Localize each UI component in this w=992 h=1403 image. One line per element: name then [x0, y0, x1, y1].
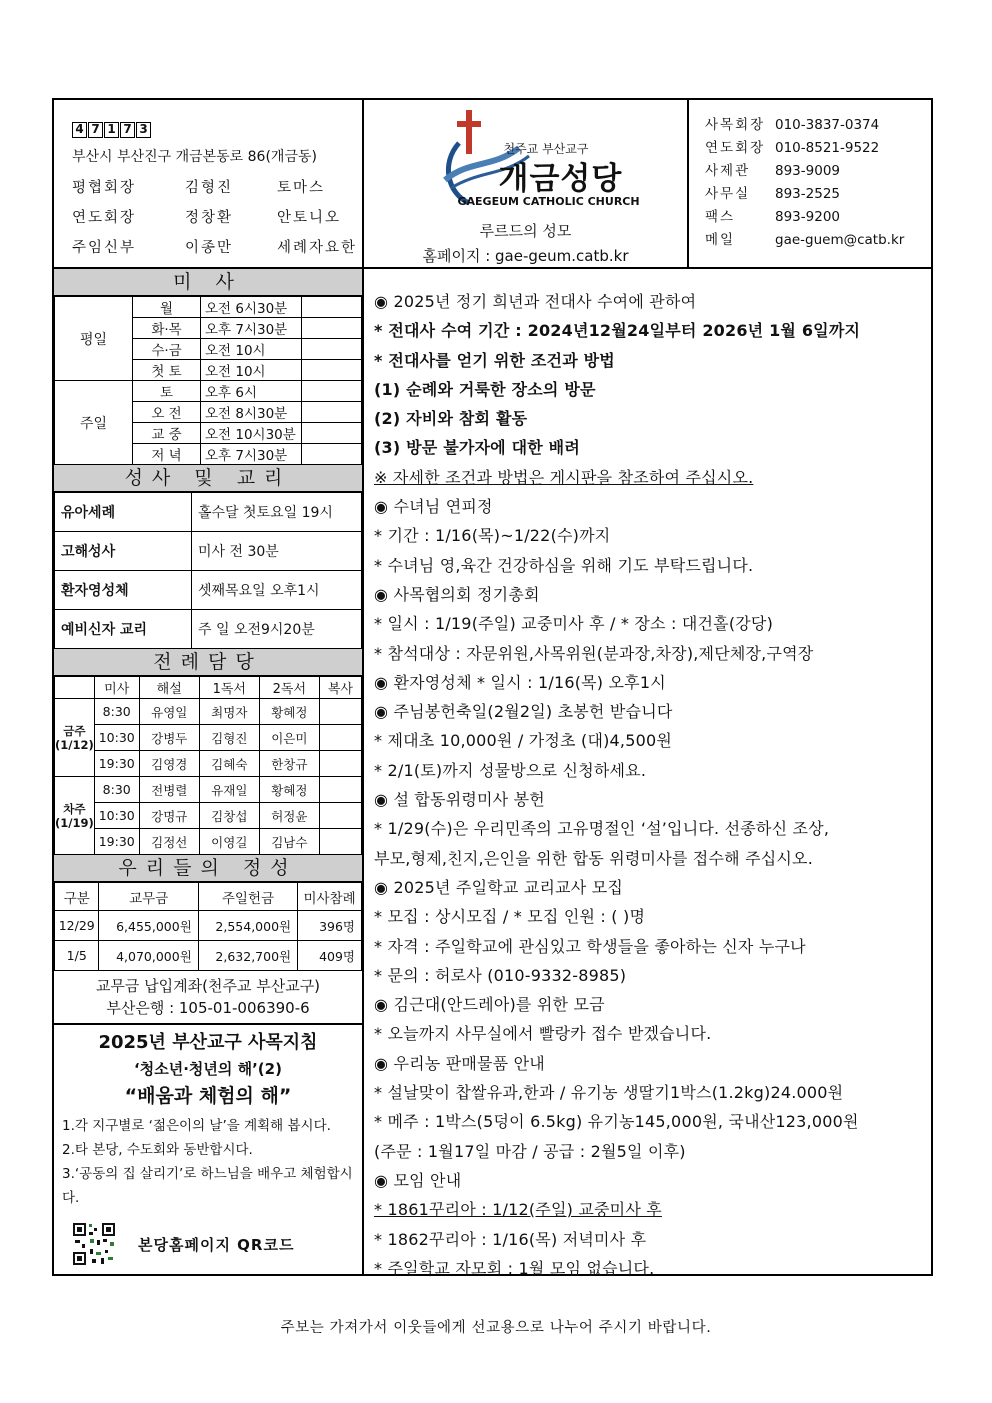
guideline-subtitle: ‘청소년·청년의 해’(2): [134, 1060, 282, 1078]
liturgy-table: [54, 676, 362, 855]
column-header: 교무금: [99, 883, 198, 911]
mass-time: 10:30: [94, 725, 139, 751]
postal-digit: 1: [104, 122, 119, 138]
notice-line: * 일시 : 1/19(주일) 교중미사 후 / * 장소 : 대건홀(강당): [374, 614, 774, 634]
table-row: [55, 803, 362, 829]
commentator: 김정선: [139, 829, 199, 855]
staff-row: [72, 236, 362, 257]
parish-subtitle: 천주교 부산교구: [503, 142, 589, 156]
notice-line: [374, 463, 931, 492]
table-row: [55, 941, 362, 971]
contact-list: [689, 100, 931, 267]
commentator: 유영일: [139, 699, 199, 725]
header: [54, 100, 931, 269]
mass-empty-cell: [302, 360, 362, 381]
mass-empty-cell: [302, 297, 362, 318]
list-item: 1.각 지구별로 ‘젊은이의 날’을 계획해 봅시다.: [62, 1118, 331, 1134]
mass-day: 첫 토: [133, 360, 201, 381]
address: 부산시 부산진구 개금본동로 86(개금동): [72, 149, 317, 165]
table-header-row: [55, 883, 362, 911]
sacrament-name: 환자영성체: [55, 571, 192, 610]
column-header: 구분: [55, 883, 99, 911]
notice-line: (3) 방문 불가자에 대한 배려: [374, 438, 580, 458]
offering-dues: 6,455,000원: [99, 911, 198, 941]
contact-item: [705, 162, 931, 180]
postal-code: [72, 122, 362, 138]
offering-dues: 4,070,000원: [99, 941, 198, 971]
notice-line: [374, 1195, 931, 1224]
contact-item: [705, 231, 931, 249]
parish-english-name: GAEGEUM CATHOLIC CHURCH: [457, 195, 640, 208]
reader-1: 유재일: [199, 777, 259, 803]
staff-role: 주임신부: [72, 240, 137, 256]
contact-value: gae-guem@catb.kr: [775, 232, 905, 248]
sacrament-schedule: 주 일 오전9시20분: [192, 610, 362, 649]
altar-server: [319, 829, 361, 855]
table-header-row: [55, 677, 362, 699]
notice-line: * 메주 : 1박스(5덩이 6.5kg) 유기농145,000원, 국내산123,000원: [374, 1112, 859, 1132]
contact-item: [705, 139, 931, 157]
offerings-table: [54, 882, 362, 971]
mass-day: 교 중: [133, 423, 201, 444]
notice-line: * 전대사 수여 기간 : 2024년12월24일부터 2026년 1월 6일까지: [374, 321, 861, 341]
account-number: 부산은행 : 105-01-006390-6: [106, 999, 310, 1017]
notice-line: ◉ 김근대(안드레아)를 위한 모금: [374, 995, 605, 1015]
staff-name: 김형진: [185, 180, 234, 196]
mass-day: 오 전: [133, 402, 201, 423]
notice-line: * 1/29(수)은 우리민족의 고유명절인 ‘설’입니다. 선종하신 조상,: [374, 819, 830, 839]
notice-line: * 참석대상 : 자문위원,사목위원(분과장,차장),제단체장,구역장: [374, 643, 814, 663]
reader-1: 김창섭: [199, 803, 259, 829]
table-row: [55, 777, 362, 803]
notice-line: * 자격 : 주일학교에 관심있고 학생들을 좋아하는 신자 누구나: [374, 936, 806, 956]
notice-text: * 1861꾸리아 : 1/12(주일) 교중미사 후: [374, 1200, 662, 1220]
reader-2: 이은미: [259, 725, 319, 751]
notice-line: (1) 순례와 거룩한 장소의 방문: [374, 379, 596, 399]
offering-collection: 2,632,700원: [198, 941, 297, 971]
mass-section-title: 미 사: [54, 269, 362, 296]
offering-date: 12/29: [55, 911, 99, 941]
week-label: 차주(1/19): [55, 777, 95, 855]
contact-label: 팩스: [705, 209, 736, 225]
mass-time: 10:30: [94, 803, 139, 829]
offering-date: 1/5: [55, 941, 99, 971]
mass-day: 저 녁: [133, 444, 201, 465]
qr-label: 본당홈페이지 QR코드: [138, 1235, 295, 1254]
altar-server: [319, 777, 361, 803]
postal-digit: 3: [136, 122, 151, 138]
staff-row: [72, 206, 362, 227]
notice-line: ◉ 2025년 주일학교 교리교사 모집: [374, 877, 624, 897]
notice-line: ◉ 설 합동위령미사 봉헌: [374, 790, 545, 810]
commentator: 전병렬: [139, 777, 199, 803]
notice-line: ◉ 모임 안내: [374, 1170, 462, 1190]
homepage-link[interactable]: 홈페이지 : gae-geum.catb.kr: [422, 247, 629, 265]
staff-role: 평협회장: [72, 180, 137, 196]
commentator: 강병두: [139, 725, 199, 751]
reader-2: 한창규: [259, 751, 319, 777]
notice-line: * 전대사를 얻기 위한 조건과 방법: [374, 350, 615, 370]
sacraments-section-title: 성사 및 교리: [54, 465, 362, 492]
table-row: [55, 699, 362, 725]
account-title: 교무금 납입계좌(천주교 부산교구): [95, 977, 321, 995]
table-row: [55, 751, 362, 777]
mass-time: 오후 6시: [201, 381, 302, 402]
table-row: [55, 829, 362, 855]
altar-server: [319, 699, 361, 725]
reader-1: 이영길: [199, 829, 259, 855]
mass-time: 오전 8시30분: [201, 402, 302, 423]
notice-line: ◉ 주님봉헌축일(2월2일) 초봉헌 받습니다: [374, 702, 673, 722]
mass-time: 오전 10시: [201, 360, 302, 381]
guideline-title: 2025년 부산교구 사목지침: [98, 1032, 318, 1053]
parish-logo-block: [364, 100, 689, 267]
staff-role: 연도회장: [72, 210, 137, 226]
bulletin-frame: [52, 98, 933, 1276]
altar-server: [319, 751, 361, 777]
postal-digit: 7: [88, 122, 103, 138]
contact-label: 연도회장: [705, 140, 766, 156]
mass-time: 오전 10시30분: [201, 423, 302, 444]
reader-1: 최명자: [199, 699, 259, 725]
column-header: 미사참례: [298, 883, 362, 911]
staff-name: 정창환: [185, 210, 234, 226]
offerings-section-title: 우리들의 정성: [54, 855, 362, 882]
account-info: [54, 971, 362, 1025]
mass-time: 19:30: [94, 751, 139, 777]
column-header: 미사: [94, 677, 139, 699]
table-row: [55, 381, 362, 402]
mass-time: 8:30: [94, 699, 139, 725]
mass-empty-cell: [302, 339, 362, 360]
pastoral-guideline: [54, 1025, 362, 1266]
notice-line: (주문 : 1월17일 마감 / 공급 : 2월5일 이후): [374, 1141, 686, 1161]
reader-2: 허정윤: [259, 803, 319, 829]
reader-2: 황혜정: [259, 699, 319, 725]
notice-line: * 모집 : 상시모집 / * 모집 인원 : ( )명: [374, 907, 646, 927]
notice-line: 부모,형제,친지,은인을 위한 합동 위령미사를 접수해 주십시오.: [374, 848, 813, 868]
mass-empty-cell: [302, 423, 362, 444]
notice-line: * 기간 : 1/16(목)~1/22(수)까지: [374, 526, 611, 546]
sacrament-name: 예비신자 교리: [55, 610, 192, 649]
mass-schedule-table: [54, 296, 362, 465]
qr-code-icon[interactable]: [72, 1222, 116, 1266]
mass-group-label: 주일: [55, 381, 133, 465]
column-header: 주일헌금: [198, 883, 297, 911]
sacrament-schedule: 미사 전 30분: [192, 532, 362, 571]
staff-title: 세례자요한: [277, 240, 358, 256]
guideline-theme: “배움과 체험의 해”: [124, 1085, 292, 1107]
guideline-list: [54, 1114, 362, 1210]
mass-group-label: 평일: [55, 297, 133, 381]
column-header: 복사: [319, 677, 361, 699]
mass-day: 수·금: [133, 339, 201, 360]
parish-name: 개금성당: [498, 161, 623, 197]
left-column: [54, 269, 364, 1274]
table-row: [55, 571, 362, 610]
mass-day: 월: [133, 297, 201, 318]
commentator: 김영경: [139, 751, 199, 777]
week-label: 금주(1/12): [55, 699, 95, 777]
staff-title: 토마스: [277, 180, 326, 196]
mass-time: 오후 7시30분: [201, 318, 302, 339]
notice-line: (2) 자비와 참회 활동: [374, 409, 528, 429]
parish-logo: [411, 108, 641, 210]
reader-2: 황혜정: [259, 777, 319, 803]
notice-line: * 오늘까지 사무실에서 빨랑카 접수 받겠습니다.: [374, 1024, 712, 1044]
notice-line: ◉ 우리농 판매물품 안내: [374, 1053, 545, 1073]
sacrament-schedule: 홀수달 첫토요일 19시: [192, 493, 362, 532]
postal-digit: 4: [72, 122, 87, 138]
contact-value: 893-9200: [775, 209, 840, 225]
patron: 루르드의 성모: [479, 222, 572, 240]
offering-collection: 2,554,000원: [198, 911, 297, 941]
altar-server: [319, 803, 361, 829]
offering-attendance: 396명: [298, 911, 362, 941]
table-row: [55, 911, 362, 941]
contact-label: 사제관: [705, 163, 751, 179]
mass-time: 19:30: [94, 829, 139, 855]
contact-value: 893-9009: [775, 163, 840, 179]
contact-value: 010-3837-0374: [775, 117, 880, 133]
table-row: [55, 532, 362, 571]
notice-line: * 주일학교 자모회 : 1월 모임 없습니다.: [374, 1258, 655, 1278]
contact-label: 사목회장: [705, 117, 766, 133]
contact-label: 메일: [705, 232, 736, 248]
staff-title: 안토니오: [277, 210, 342, 226]
mass-empty-cell: [302, 381, 362, 402]
column-header: 2독서: [259, 677, 319, 699]
mass-empty-cell: [302, 318, 362, 339]
table-row: [55, 610, 362, 649]
mass-empty-cell: [302, 444, 362, 465]
reader-1: 김형진: [199, 725, 259, 751]
sacrament-schedule: 셋째목요일 오후1시: [192, 571, 362, 610]
mass-day: 토: [133, 381, 201, 402]
notice-line: ◉ 환자영성체 * 일시 : 1/16(목) 오후1시: [374, 672, 666, 692]
column-header: [55, 677, 95, 699]
altar-server: [319, 725, 361, 751]
staff-row: [72, 176, 362, 197]
notice-line: ◉ 수녀님 연피정: [374, 497, 493, 517]
contact-label: 사무실: [705, 186, 751, 202]
mass-time: 오전 6시30분: [201, 297, 302, 318]
mass-time: 오후 7시30분: [201, 444, 302, 465]
list-item: 3.‘공동의 집 살리기’로 하느님을 배우고 체험합시다.: [62, 1166, 353, 1206]
liturgy-section-title: 전례담당: [54, 649, 362, 676]
sacraments-table: [54, 492, 362, 649]
mass-empty-cell: [302, 402, 362, 423]
table-row: [55, 297, 362, 318]
sacrament-name: 유아세례: [55, 493, 192, 532]
notice-line: ◉ 사목협의회 정기총회: [374, 584, 540, 604]
contact-item: [705, 208, 931, 226]
contact-item: [705, 185, 931, 203]
reader-1: 김혜숙: [199, 751, 259, 777]
notice-line: ◉ 2025년 정기 희년과 전대사 수여에 관하여: [374, 292, 697, 311]
contact-item: [705, 116, 931, 134]
postal-digit: 7: [120, 122, 135, 138]
notice-text: ※ 자세한 조건과 방법은 게시판을 참조하여 주십시오.: [374, 467, 754, 487]
mass-time: 8:30: [94, 777, 139, 803]
header-info: [54, 100, 364, 267]
notice-line: * 문의 : 허로사 (010-9332-8985): [374, 965, 627, 985]
mass-time: 오전 10시: [201, 339, 302, 360]
notice-line: * 2/1(토)까지 성물방으로 신청하세요.: [374, 760, 647, 780]
table-row: [55, 725, 362, 751]
table-row: [55, 493, 362, 532]
footer-note: 주보는 가져가서 이웃들에게 선교용으로 나누어 주시기 바랍니다.: [280, 1320, 712, 1336]
staff-name: 이종만: [185, 240, 234, 256]
notice-line: * 1862꾸리아 : 1/16(목) 저녁미사 후: [374, 1229, 647, 1249]
reader-2: 김남수: [259, 829, 319, 855]
qr-block: [54, 1210, 362, 1266]
contact-value: 010-8521-9522: [775, 140, 880, 156]
column-header: 1독서: [199, 677, 259, 699]
sacrament-name: 고해성사: [55, 532, 192, 571]
contact-value: 893-2525: [775, 186, 840, 202]
notices-column: [364, 269, 931, 1278]
notice-line: * 설날맞이 찹쌀유과,한과 / 유기농 생딸기1박스(1.2kg)24.000원: [374, 1083, 844, 1103]
list-item: 2.타 본당, 수도회와 동반합시다.: [62, 1142, 253, 1158]
column-header: 해설: [139, 677, 199, 699]
notice-line: * 제대초 10,000원 / 가정초 (대)4,500원: [374, 731, 672, 751]
offering-attendance: 409명: [298, 941, 362, 971]
notice-line: * 수녀님 영,육간 건강하심을 위해 기도 부탁드립니다.: [374, 555, 754, 575]
mass-day: 화·목: [133, 318, 201, 339]
commentator: 강명규: [139, 803, 199, 829]
